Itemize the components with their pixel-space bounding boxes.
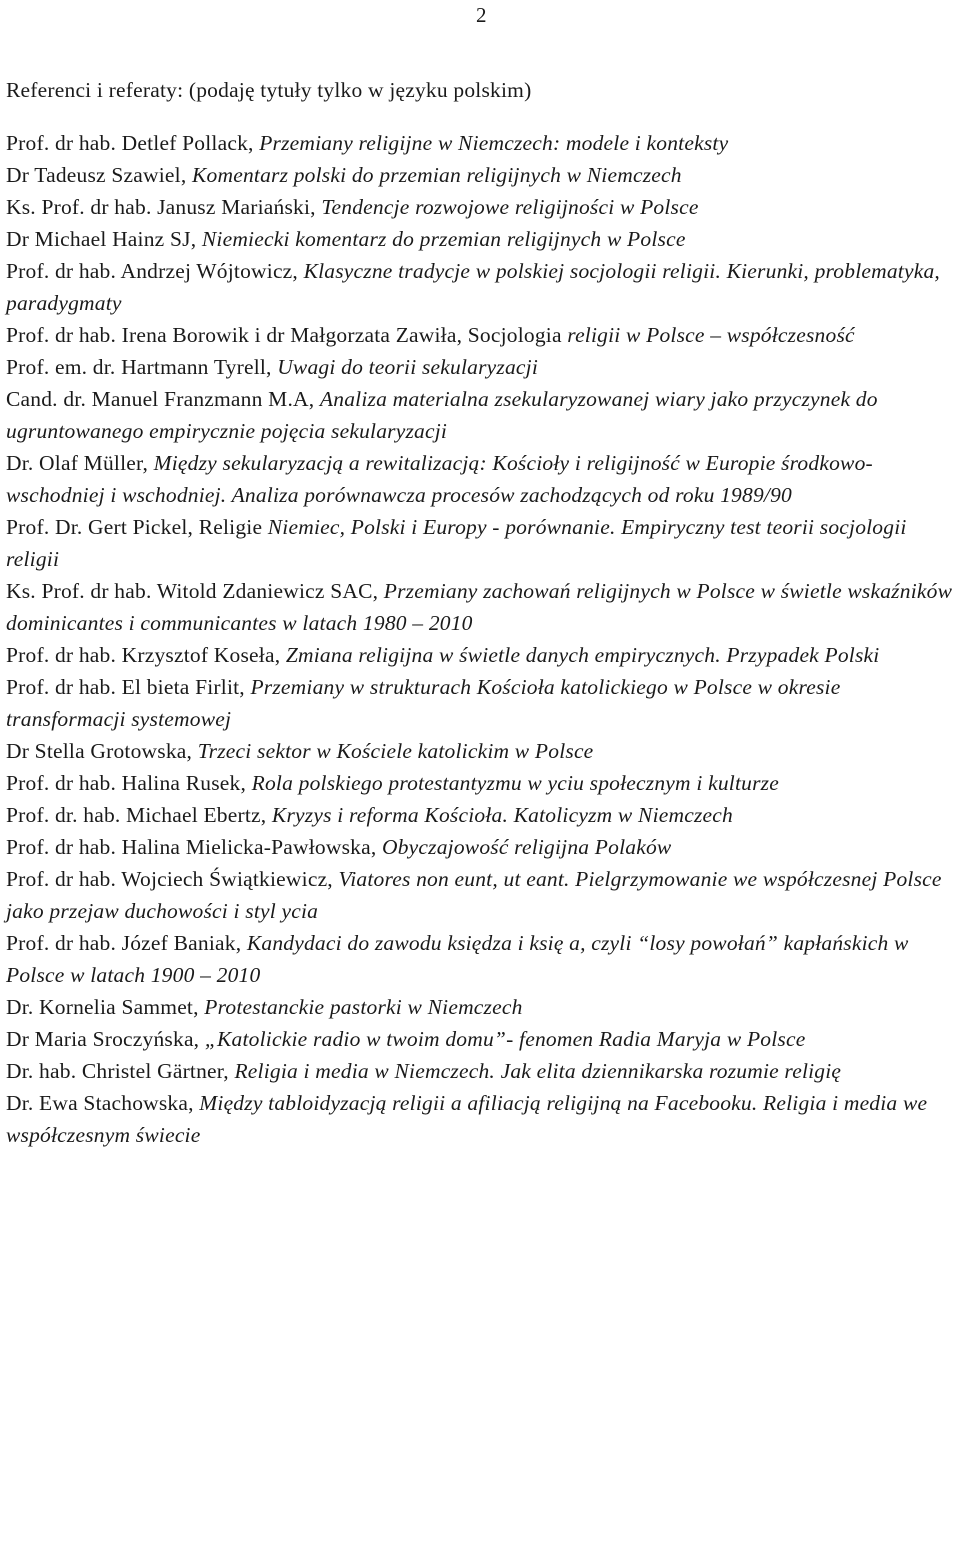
reference-author: Prof. dr hab. Detlef Pollack, — [6, 131, 260, 155]
reference-author: Dr. Kornelia Sammet, — [6, 995, 205, 1019]
references-list — [6, 127, 956, 1151]
reference-author: Prof. dr hab. Halina Rusek, — [6, 771, 252, 795]
reference-title: religii w Polsce – współczesność — [567, 323, 855, 347]
reference-author: Dr. Ewa Stachowska, — [6, 1091, 200, 1115]
reference-entry — [6, 447, 956, 511]
reference-entry — [6, 735, 956, 767]
reference-title: Komentarz polski do przemian religijnych w Niemczech — [191, 163, 682, 187]
reference-author: Dr. Olaf Müller, — [6, 451, 154, 475]
reference-entry — [6, 223, 956, 255]
reference-title: Tendencje rozwojowe religijności w Polsce — [321, 195, 699, 219]
reference-entry — [6, 351, 956, 383]
reference-title: Między sekularyzacją a rewitalizacją: Kościoły i religijność w Europie środkowo-wschodniej i wschodniej. Analiza porównawcza procesów zachodzących od roku 1989/90 — [6, 451, 873, 507]
reference-title: Trzeci sektor w Kościele katolickim w Polsce — [197, 739, 594, 763]
reference-title: Zmiana religijna w świetle danych empirycznych. Przypadek Polski — [285, 643, 880, 667]
reference-entry — [6, 799, 956, 831]
reference-author: Dr. hab. Christel Gärtner, — [6, 1059, 235, 1083]
reference-entry — [6, 831, 956, 863]
reference-title: Obyczajowość religijna Polaków — [382, 835, 672, 859]
reference-entry — [6, 1087, 956, 1151]
reference-title: Viatores non eunt, ut eant. Pielgrzymowanie we współczesnej Polsce jako przejaw duchowości i styl ycia — [6, 867, 942, 923]
reference-title: Rola polskiego protestantyzmu w yciu społecznym i kulturze — [251, 771, 779, 795]
reference-author: Prof. em. dr. Hartmann Tyrell, — [6, 355, 278, 379]
reference-author: Prof. dr hab. Wojciech Świątkiewicz, — [6, 867, 339, 891]
reference-title: Między tabloidyzacją religii a afiliacją religijną na Facebooku. Religia i media we współczesnym świecie — [6, 1091, 928, 1147]
reference-author: Prof. dr. hab. Michael Ebertz, — [6, 803, 272, 827]
reference-title: Przemiany w strukturach Kościoła katolickiego w Polsce w okresie transformacji systemowej — [6, 675, 841, 731]
reference-entry — [6, 927, 956, 991]
reference-author: Dr Stella Grotowska, — [6, 739, 198, 763]
reference-title: Kandydaci do zawodu księdza i księ a, czyli “losy powołań” kapłańskich w Polsce w latach 1900 – 2010 — [6, 931, 909, 987]
reference-entry — [6, 767, 956, 799]
page-number: 2 — [476, 3, 487, 27]
reference-title: Kryzys i reforma Kościoła. Katolicyzm w Niemczech — [271, 803, 733, 827]
reference-entry — [6, 639, 956, 671]
reference-entry — [6, 863, 956, 927]
reference-author: Prof. dr hab. El bieta Firlit, — [6, 675, 251, 699]
reference-author: Dr Tadeusz Szawiel, — [6, 163, 192, 187]
reference-title: Uwagi do teorii sekularyzacji — [277, 355, 538, 379]
reference-entry — [6, 159, 956, 191]
reference-author: Prof. dr hab. Andrzej Wójtowicz, — [6, 259, 304, 283]
reference-entry — [6, 1023, 956, 1055]
reference-author: Dr Michael Hainz SJ, — [6, 227, 202, 251]
reference-title: Klasyczne tradycje w polskiej socjologii religii. Kierunki, problematyka, paradygmaty — [6, 259, 940, 315]
reference-title: „Katolickie radio w twoim domu”- fenomen Radia Maryja w Polsce — [204, 1027, 806, 1051]
reference-author: Cand. dr. Manuel Franzmann M.A, — [6, 387, 320, 411]
reference-title: Przemiany zachowań religijnych w Polsce w świetle wskaźników dominicantes i communicantes w latach 1980 – 2010 — [6, 579, 953, 635]
reference-entry — [6, 1055, 956, 1087]
reference-entry — [6, 383, 956, 447]
reference-title: Niemiecki komentarz do przemian religijnych w Polsce — [201, 227, 686, 251]
reference-entry — [6, 671, 956, 735]
reference-title: Religia i media w Niemczech. Jak elita dziennikarska rozumie religię — [234, 1059, 842, 1083]
section-heading: Referenci i referaty: (podaję tytuły tylko w języku polskim) — [6, 78, 532, 102]
reference-entry — [6, 191, 956, 223]
document-body — [6, 74, 956, 1151]
reference-author: Prof. dr hab. Józef Baniak, — [6, 931, 247, 955]
reference-title: Przemiany religijne w Niemczech: modele i konteksty — [259, 131, 729, 155]
reference-author: Prof. dr hab. Krzysztof Koseła, — [6, 643, 286, 667]
reference-author: Prof. Dr. Gert Pickel, Religie — [6, 515, 268, 539]
reference-author: Prof. dr hab. Halina Mielicka-Pawłowska, — [6, 835, 382, 859]
reference-author: Ks. Prof. dr hab. Witold Zdaniewicz SAC, — [6, 579, 384, 603]
reference-title: Analiza materialna zsekularyzowanej wiary jako przyczynek do ugruntowanego empirycznie pojęcia sekularyzacji — [6, 387, 878, 443]
reference-entry — [6, 319, 956, 351]
reference-entry — [6, 991, 956, 1023]
reference-entry — [6, 575, 956, 639]
reference-entry — [6, 127, 956, 159]
reference-author: Ks. Prof. dr hab. Janusz Mariański, — [6, 195, 322, 219]
reference-author: Dr Maria Sroczyńska, — [6, 1027, 205, 1051]
reference-author: Prof. dr hab. Irena Borowik i dr Małgorzata Zawiła, Socjologia — [6, 323, 568, 347]
reference-entry — [6, 255, 956, 319]
reference-title: Protestanckie pastorki w Niemczech — [204, 995, 523, 1019]
reference-entry — [6, 511, 956, 575]
reference-title: Niemiec, Polski i Europy - porównanie. Empiryczny test teorii socjologii religii — [6, 515, 907, 571]
